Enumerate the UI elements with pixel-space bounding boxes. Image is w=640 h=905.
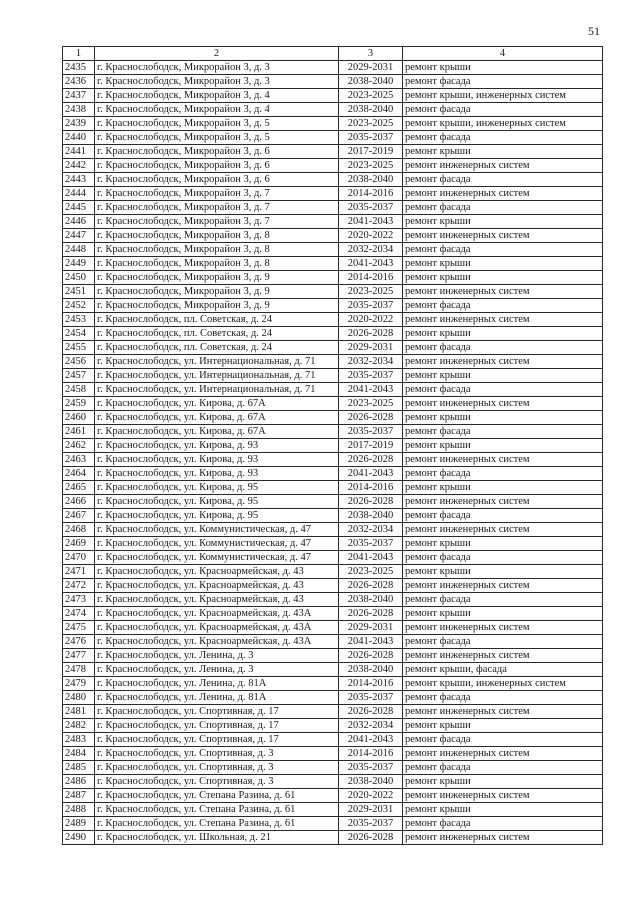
work-type-cell: ремонт крыши	[403, 271, 603, 285]
table-row	[63, 607, 603, 621]
work-type-cell: ремонт фасада	[403, 761, 603, 775]
work-type-cell: ремонт фасада	[403, 593, 603, 607]
address-cell: г. Краснослободск, пл. Советская, д. 24	[95, 327, 339, 341]
table-row	[63, 831, 603, 845]
period-cell: 2017-2019	[339, 439, 403, 453]
work-type-cell: ремонт фасада	[403, 467, 603, 481]
row-number-cell: 2436	[63, 75, 95, 89]
address-cell: г. Краснослободск, Микрорайон 3, д. 9	[95, 271, 339, 285]
address-cell: г. Краснослободск, ул. Красноармейская, д. 43А	[95, 621, 339, 635]
work-type-cell: ремонт фасада	[403, 733, 603, 747]
period-cell: 2029-2031	[339, 341, 403, 355]
row-number-cell: 2481	[63, 705, 95, 719]
address-cell: г. Краснослободск, ул. Кирова, д. 93	[95, 467, 339, 481]
table-row	[63, 733, 603, 747]
address-cell: г. Краснослободск, ул. Красноармейская, д. 43А	[95, 635, 339, 649]
period-cell: 2035-2037	[339, 761, 403, 775]
period-cell: 2023-2025	[339, 565, 403, 579]
work-type-cell: ремонт инженерных систем	[403, 187, 603, 201]
work-type-cell: ремонт фасада	[403, 201, 603, 215]
row-number-cell: 2449	[63, 257, 95, 271]
address-cell: г. Краснослободск, ул. Кирова, д. 67А	[95, 397, 339, 411]
period-cell: 2032-2034	[339, 243, 403, 257]
address-cell: г. Краснослободск, ул. Ленина, д. 81А	[95, 677, 339, 691]
period-cell: 2026-2028	[339, 705, 403, 719]
address-cell: г. Краснослободск, Микрорайон 3, д. 6	[95, 173, 339, 187]
address-cell: г. Краснослободск, ул. Красноармейская, д. 43	[95, 579, 339, 593]
row-number-cell: 2466	[63, 495, 95, 509]
work-type-cell: ремонт инженерных систем	[403, 453, 603, 467]
table-row	[63, 747, 603, 761]
row-number-cell: 2452	[63, 299, 95, 313]
period-cell: 2026-2028	[339, 411, 403, 425]
row-number-cell: 2446	[63, 215, 95, 229]
work-type-cell: ремонт крыши, инженерных систем	[403, 117, 603, 131]
address-cell: г. Краснослободск, ул. Степана Разина, д. 61	[95, 789, 339, 803]
period-cell: 2032-2034	[339, 719, 403, 733]
work-type-cell: ремонт инженерных систем	[403, 495, 603, 509]
period-cell: 2014-2016	[339, 187, 403, 201]
work-type-cell: ремонт крыши	[403, 439, 603, 453]
work-type-cell: ремонт инженерных систем	[403, 159, 603, 173]
table-row	[63, 103, 603, 117]
table-row	[63, 397, 603, 411]
period-cell: 2038-2040	[339, 593, 403, 607]
table-row	[63, 677, 603, 691]
address-cell: г. Краснослободск, Микрорайон 3, д. 5	[95, 131, 339, 145]
table-row	[63, 159, 603, 173]
table-row	[63, 327, 603, 341]
address-cell: г. Краснослободск, ул. Школьная, д. 21	[95, 831, 339, 845]
work-type-cell: ремонт фасада	[403, 341, 603, 355]
period-cell: 2020-2022	[339, 789, 403, 803]
table-row	[63, 355, 603, 369]
address-cell: г. Краснослободск, Микрорайон 3, д. 6	[95, 159, 339, 173]
table-row	[63, 313, 603, 327]
work-type-cell: ремонт фасада	[403, 173, 603, 187]
row-number-cell: 2480	[63, 691, 95, 705]
row-number-cell: 2482	[63, 719, 95, 733]
row-number-cell: 2472	[63, 579, 95, 593]
work-type-cell: ремонт фасада	[403, 691, 603, 705]
address-cell: г. Краснослободск, Микрорайон 3, д. 7	[95, 187, 339, 201]
work-type-cell: ремонт крыши	[403, 327, 603, 341]
address-cell: г. Краснослободск, Микрорайон 3, д. 3	[95, 61, 339, 75]
address-cell: г. Краснослободск, ул. Интернациональная, д. 71	[95, 383, 339, 397]
table-row	[63, 537, 603, 551]
row-number-cell: 2443	[63, 173, 95, 187]
period-cell: 2023-2025	[339, 397, 403, 411]
table-row	[63, 131, 603, 145]
address-cell: г. Краснослободск, ул. Кирова, д. 93	[95, 453, 339, 467]
work-type-cell: ремонт фасада	[403, 103, 603, 117]
address-cell: г. Краснослободск, ул. Интернациональная, д. 71	[95, 355, 339, 369]
table-row	[63, 523, 603, 537]
address-cell: г. Краснослободск, ул. Красноармейская, д. 43А	[95, 607, 339, 621]
row-number-cell: 2479	[63, 677, 95, 691]
table-row	[63, 243, 603, 257]
row-number-cell: 2441	[63, 145, 95, 159]
work-type-cell: ремонт инженерных систем	[403, 397, 603, 411]
period-cell: 2035-2037	[339, 299, 403, 313]
table-row	[63, 383, 603, 397]
table-row	[63, 565, 603, 579]
period-cell: 2014-2016	[339, 747, 403, 761]
period-cell: 2017-2019	[339, 145, 403, 159]
table-row	[63, 817, 603, 831]
row-number-cell: 2469	[63, 537, 95, 551]
address-cell: г. Краснослободск, ул. Кирова, д. 95	[95, 481, 339, 495]
address-cell: г. Краснослободск, Микрорайон 3, д. 4	[95, 103, 339, 117]
work-type-cell: ремонт крыши, инженерных систем	[403, 677, 603, 691]
table-row	[63, 201, 603, 215]
address-cell: г. Краснослободск, ул. Ленина, д. 81А	[95, 691, 339, 705]
table-row	[63, 425, 603, 439]
address-cell: г. Краснослободск, Микрорайон 3, д. 5	[95, 117, 339, 131]
table-body	[63, 61, 603, 845]
table-row	[63, 481, 603, 495]
address-cell: г. Краснослободск, ул. Спортивная, д. 17	[95, 719, 339, 733]
table-row	[63, 285, 603, 299]
table-row	[63, 719, 603, 733]
table-row	[63, 579, 603, 593]
table-row	[63, 341, 603, 355]
table-row	[63, 145, 603, 159]
period-cell: 2041-2043	[339, 733, 403, 747]
row-number-cell: 2474	[63, 607, 95, 621]
row-number-cell: 2489	[63, 817, 95, 831]
period-cell: 2029-2031	[339, 803, 403, 817]
work-type-cell: ремонт крыши	[403, 481, 603, 495]
work-type-cell: ремонт крыши	[403, 215, 603, 229]
period-cell: 2029-2031	[339, 621, 403, 635]
table-row	[63, 775, 603, 789]
row-number-cell: 2470	[63, 551, 95, 565]
work-type-cell: ремонт крыши	[403, 803, 603, 817]
period-cell: 2014-2016	[339, 677, 403, 691]
row-number-cell: 2473	[63, 593, 95, 607]
page-number: 51	[588, 24, 600, 38]
work-type-cell: ремонт крыши	[403, 411, 603, 425]
row-number-cell: 2447	[63, 229, 95, 243]
period-cell: 2032-2034	[339, 523, 403, 537]
work-type-cell: ремонт инженерных систем	[403, 285, 603, 299]
work-type-cell: ремонт крыши	[403, 537, 603, 551]
row-number-cell: 2454	[63, 327, 95, 341]
period-cell: 2023-2025	[339, 285, 403, 299]
table-header	[63, 47, 603, 61]
row-number-cell: 2490	[63, 831, 95, 845]
work-type-cell: ремонт фасада	[403, 635, 603, 649]
period-cell: 2020-2022	[339, 229, 403, 243]
table-row	[63, 509, 603, 523]
work-type-cell: ремонт фасада	[403, 551, 603, 565]
row-number-cell: 2444	[63, 187, 95, 201]
work-type-cell: ремонт крыши	[403, 775, 603, 789]
work-type-cell: ремонт фасада	[403, 243, 603, 257]
row-number-cell: 2461	[63, 425, 95, 439]
row-number-cell: 2471	[63, 565, 95, 579]
address-cell: г. Краснослободск, ул. Степана Разина, д. 61	[95, 817, 339, 831]
table-row	[63, 117, 603, 131]
work-type-cell: ремонт фасада	[403, 425, 603, 439]
table-row	[63, 593, 603, 607]
column-header-address: 2	[95, 47, 339, 61]
period-cell: 2029-2031	[339, 61, 403, 75]
row-number-cell: 2459	[63, 397, 95, 411]
row-number-cell: 2464	[63, 467, 95, 481]
period-cell: 2041-2043	[339, 635, 403, 649]
address-cell: г. Краснослободск, Микрорайон 3, д. 8	[95, 257, 339, 271]
table-row	[63, 803, 603, 817]
address-cell: г. Краснослободск, Микрорайон 3, д. 8	[95, 229, 339, 243]
address-cell: г. Краснослободск, ул. Интернациональная, д. 71	[95, 369, 339, 383]
address-cell: г. Краснослободск, Микрорайон 3, д. 4	[95, 89, 339, 103]
table-row	[63, 467, 603, 481]
table-row	[63, 439, 603, 453]
row-number-cell: 2462	[63, 439, 95, 453]
period-cell: 2026-2028	[339, 327, 403, 341]
row-number-cell: 2440	[63, 131, 95, 145]
row-number-cell: 2485	[63, 761, 95, 775]
work-type-cell: ремонт инженерных систем	[403, 355, 603, 369]
period-cell: 2020-2022	[339, 313, 403, 327]
row-number-cell: 2463	[63, 453, 95, 467]
address-cell: г. Краснослободск, ул. Степана Разина, д. 61	[95, 803, 339, 817]
row-number-cell: 2456	[63, 355, 95, 369]
work-type-cell: ремонт инженерных систем	[403, 621, 603, 635]
work-type-cell: ремонт инженерных систем	[403, 649, 603, 663]
row-number-cell: 2487	[63, 789, 95, 803]
column-header-number: 1	[63, 47, 95, 61]
work-type-cell: ремонт инженерных систем	[403, 705, 603, 719]
column-header-period: 3	[339, 47, 403, 61]
table-row	[63, 369, 603, 383]
period-cell: 2026-2028	[339, 453, 403, 467]
period-cell: 2038-2040	[339, 75, 403, 89]
address-cell: г. Краснослободск, ул. Спортивная, д. 3	[95, 761, 339, 775]
work-type-cell: ремонт фасада	[403, 75, 603, 89]
period-cell: 2023-2025	[339, 89, 403, 103]
address-cell: г. Краснослободск, ул. Кирова, д. 67А	[95, 411, 339, 425]
row-number-cell: 2455	[63, 341, 95, 355]
work-type-cell: ремонт крыши	[403, 61, 603, 75]
address-cell: г. Краснослободск, ул. Ленина, д. 3	[95, 649, 339, 663]
period-cell: 2035-2037	[339, 425, 403, 439]
work-type-cell: ремонт инженерных систем	[403, 579, 603, 593]
period-cell: 2035-2037	[339, 131, 403, 145]
table-row	[63, 257, 603, 271]
period-cell: 2026-2028	[339, 831, 403, 845]
period-cell: 2026-2028	[339, 579, 403, 593]
work-type-cell: ремонт крыши	[403, 607, 603, 621]
row-number-cell: 2475	[63, 621, 95, 635]
row-number-cell: 2484	[63, 747, 95, 761]
address-cell: г. Краснослободск, пл. Советская, д. 24	[95, 341, 339, 355]
table-row	[63, 187, 603, 201]
period-cell: 2038-2040	[339, 775, 403, 789]
period-cell: 2038-2040	[339, 103, 403, 117]
table-row	[63, 663, 603, 677]
work-type-cell: ремонт крыши	[403, 565, 603, 579]
address-cell: г. Краснослободск, ул. Коммунистическая, д. 47	[95, 523, 339, 537]
address-cell: г. Краснослободск, ул. Спортивная, д. 3	[95, 775, 339, 789]
period-cell: 2041-2043	[339, 215, 403, 229]
period-cell: 2014-2016	[339, 481, 403, 495]
table-row	[63, 229, 603, 243]
address-cell: г. Краснослободск, ул. Коммунистическая, д. 47	[95, 551, 339, 565]
work-type-cell: ремонт крыши	[403, 257, 603, 271]
work-type-cell: ремонт фасада	[403, 131, 603, 145]
table-row	[63, 621, 603, 635]
period-cell: 2041-2043	[339, 257, 403, 271]
period-cell: 2038-2040	[339, 173, 403, 187]
work-type-cell: ремонт инженерных систем	[403, 831, 603, 845]
address-cell: г. Краснослободск, Микрорайон 3, д. 7	[95, 201, 339, 215]
row-number-cell: 2438	[63, 103, 95, 117]
work-type-cell: ремонт фасада	[403, 817, 603, 831]
period-cell: 2041-2043	[339, 467, 403, 481]
row-number-cell: 2465	[63, 481, 95, 495]
work-type-cell: ремонт фасада	[403, 509, 603, 523]
table-row	[63, 635, 603, 649]
period-cell: 2035-2037	[339, 201, 403, 215]
address-cell: г. Краснослободск, ул. Ленина, д. 3	[95, 663, 339, 677]
table-row	[63, 761, 603, 775]
period-cell: 2038-2040	[339, 663, 403, 677]
period-cell: 2014-2016	[339, 271, 403, 285]
address-cell: г. Краснослободск, ул. Коммунистическая, д. 47	[95, 537, 339, 551]
row-number-cell: 2478	[63, 663, 95, 677]
period-cell: 2026-2028	[339, 607, 403, 621]
period-cell: 2041-2043	[339, 551, 403, 565]
work-type-cell: ремонт крыши	[403, 719, 603, 733]
period-cell: 2026-2028	[339, 495, 403, 509]
row-number-cell: 2458	[63, 383, 95, 397]
table-row	[63, 453, 603, 467]
period-cell: 2023-2025	[339, 159, 403, 173]
table-row	[63, 691, 603, 705]
work-type-cell: ремонт инженерных систем	[403, 523, 603, 537]
row-number-cell: 2483	[63, 733, 95, 747]
address-cell: г. Краснослободск, ул. Кирова, д. 67А	[95, 425, 339, 439]
period-cell: 2026-2028	[339, 649, 403, 663]
row-number-cell: 2450	[63, 271, 95, 285]
row-number-cell: 2468	[63, 523, 95, 537]
period-cell: 2023-2025	[339, 117, 403, 131]
table-row	[63, 789, 603, 803]
row-number-cell: 2476	[63, 635, 95, 649]
work-type-cell: ремонт инженерных систем	[403, 313, 603, 327]
column-header-work-type: 4	[403, 47, 603, 61]
address-cell: г. Краснослободск, ул. Спортивная, д. 3	[95, 747, 339, 761]
period-cell: 2041-2043	[339, 383, 403, 397]
work-type-cell: ремонт инженерных систем	[403, 747, 603, 761]
row-number-cell: 2448	[63, 243, 95, 257]
period-cell: 2032-2034	[339, 355, 403, 369]
row-number-cell: 2451	[63, 285, 95, 299]
table-row	[63, 495, 603, 509]
address-cell: г. Краснослободск, Микрорайон 3, д. 9	[95, 285, 339, 299]
period-cell: 2035-2037	[339, 817, 403, 831]
work-type-cell: ремонт крыши	[403, 145, 603, 159]
table-row	[63, 61, 603, 75]
address-cell: г. Краснослободск, ул. Кирова, д. 93	[95, 439, 339, 453]
row-number-cell: 2467	[63, 509, 95, 523]
address-cell: г. Краснослободск, Микрорайон 3, д. 7	[95, 215, 339, 229]
period-cell: 2035-2037	[339, 369, 403, 383]
table-row	[63, 299, 603, 313]
row-number-cell: 2457	[63, 369, 95, 383]
address-cell: г. Краснослободск, ул. Спортивная, д. 17	[95, 705, 339, 719]
row-number-cell: 2445	[63, 201, 95, 215]
work-type-cell: ремонт фасада	[403, 383, 603, 397]
work-type-cell: ремонт крыши, инженерных систем	[403, 89, 603, 103]
table-row	[63, 551, 603, 565]
table-row	[63, 215, 603, 229]
table-row	[63, 89, 603, 103]
period-cell: 2038-2040	[339, 509, 403, 523]
row-number-cell: 2453	[63, 313, 95, 327]
row-number-cell: 2460	[63, 411, 95, 425]
work-type-cell: ремонт крыши, фасада	[403, 663, 603, 677]
row-number-cell: 2435	[63, 61, 95, 75]
table-row	[63, 649, 603, 663]
table-row	[63, 75, 603, 89]
address-cell: г. Краснослободск, Микрорайон 3, д. 6	[95, 145, 339, 159]
address-cell: г. Краснослободск, ул. Спортивная, д. 17	[95, 733, 339, 747]
table-row	[63, 705, 603, 719]
work-type-cell: ремонт инженерных систем	[403, 229, 603, 243]
address-cell: г. Краснослободск, ул. Красноармейская, д. 43	[95, 593, 339, 607]
period-cell: 2035-2037	[339, 691, 403, 705]
address-cell: г. Краснослободск, Микрорайон 3, д. 8	[95, 243, 339, 257]
address-cell: г. Краснослободск, пл. Советская, д. 24	[95, 313, 339, 327]
work-type-cell: ремонт крыши	[403, 369, 603, 383]
period-cell: 2035-2037	[339, 537, 403, 551]
address-cell: г. Краснослободск, Микрорайон 3, д. 3	[95, 75, 339, 89]
address-cell: г. Краснослободск, ул. Кирова, д. 95	[95, 495, 339, 509]
row-number-cell: 2488	[63, 803, 95, 817]
work-type-cell: ремонт инженерных систем	[403, 789, 603, 803]
address-cell: г. Краснослободск, ул. Кирова, д. 95	[95, 509, 339, 523]
row-number-cell: 2437	[63, 89, 95, 103]
table-row	[63, 271, 603, 285]
address-cell: г. Краснослободск, Микрорайон 3, д. 9	[95, 299, 339, 313]
work-type-cell: ремонт фасада	[403, 299, 603, 313]
table-row	[63, 173, 603, 187]
repair-schedule-table	[62, 46, 603, 845]
row-number-cell: 2486	[63, 775, 95, 789]
row-number-cell: 2439	[63, 117, 95, 131]
row-number-cell: 2442	[63, 159, 95, 173]
row-number-cell: 2477	[63, 649, 95, 663]
table-row	[63, 411, 603, 425]
header-row	[63, 47, 603, 61]
address-cell: г. Краснослободск, ул. Красноармейская, д. 43	[95, 565, 339, 579]
